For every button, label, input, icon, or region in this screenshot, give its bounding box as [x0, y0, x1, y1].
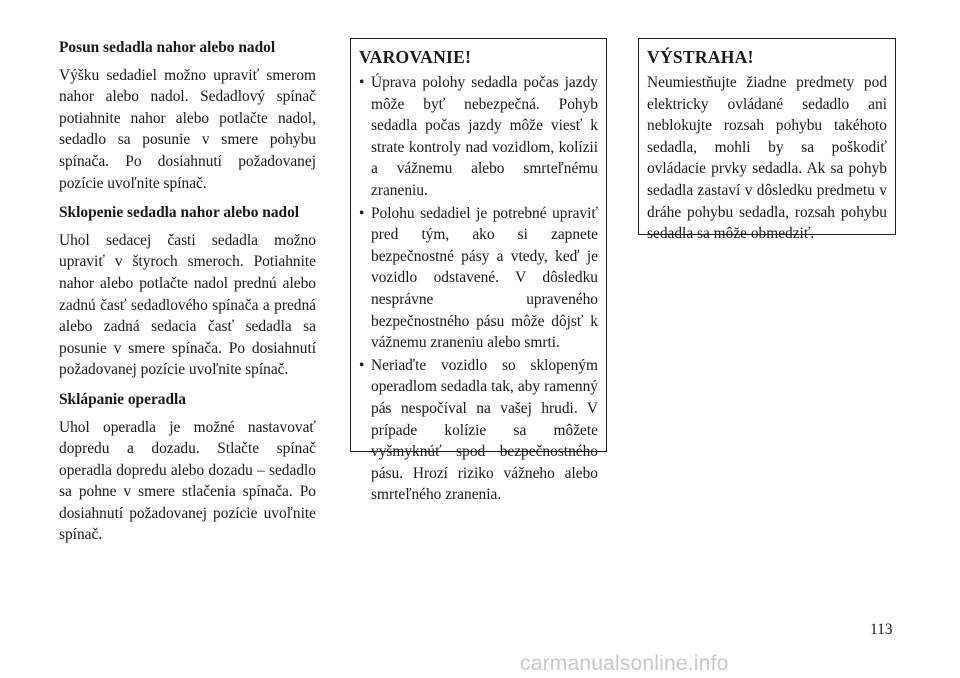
- warning-list: [359, 72, 598, 506]
- caution-box: [638, 38, 896, 243]
- warning-item: • Neriaďte vozidlo so sklopeným operadlom sedadla tak, aby ramenný pás nespočíval na vašej hrudi. V prípade kolízie sa môžete vyšmyknúť spod bezpečnostného pásu. Hrozí riziko vážneho alebo smrteľného zranenia.: [359, 355, 598, 506]
- section-heading-seat-tilt: Sklopenie sedadla nahor alebo nadol: [59, 204, 300, 222]
- left-column: [59, 37, 316, 554]
- warning-item: • Polohu sedadiel je potrebné upraviť pred tým, ako si zapnete bezpečnostné pásy a vtedy, keď je vozidlo odstavené. V dôsledku nesprávne upraveného bezpečnostného pásu môže dôjsť k vážnemu zraneniu alebo smrti.: [359, 203, 598, 354]
- caution-text: Neumiestňujte žiadne predmety pod elektricky ovládané sedadlo ani neblokujte rozsah pohybu takéhoto sedadla, mohli by sa poškodiť ovládacie prvky sedadla. Ak sa pohyb sedadla zastaví v dôsledku predmetu v dráhe pohybu sedadla, rozsah pohybu sedadla sa môže obmedziť.: [647, 74, 887, 243]
- caution-title: VÝSTRAHA!: [647, 47, 754, 67]
- section-heading-seatback-recline: Sklápanie operadla: [59, 390, 187, 408]
- section-text-seat-height: Výšku sedadiel možno upraviť smerom nahor alebo nadol. Sedadlový spínač potiahnite nahor alebo potlačte nadol, sedadlo sa posunie v smere pohybu spínača. Po dosiahnutí požadovanej pozície uvoľnite spínač.: [59, 66, 316, 192]
- warning-item: • Úprava polohy sedadla počas jazdy môže byť nebezpečná. Pohyb sedadla počas jazdy môže viesť k strate kontroly nad vozidlom, kolízii a vážnemu alebo smrteľnému zraneniu.: [359, 72, 598, 202]
- warning-box: [350, 38, 607, 504]
- section-heading-seat-height: Posun sedadla nahor alebo nadol: [59, 39, 276, 56]
- section-text-seatback-recline: Uhol operadla je možné nastavovať dopredu a dozadu. Stlačte spínač operadla dopredu alebo dozadu – sedadlo sa pohne v smere stlačenia spínača. Po dosiahnutí požadovanej pozície uvoľnite spínač.: [59, 418, 316, 544]
- section-text-seat-tilt: Uhol sedacej časti sedadla možno upraviť v štyroch smeroch. Potiahnite nahor alebo potlačte nadol prednú alebo zadnú časť sedadlového spínača a predná alebo zadná sedacia časť sedadla sa posunie v smere spínača. Po dosiahnutí požadovanej pozície uvoľnite spínač.: [59, 231, 316, 379]
- page-number: 113: [870, 621, 893, 638]
- watermark: carmanualsonline.info: [520, 652, 729, 675]
- warning-title: VAROVANIE!: [359, 47, 472, 67]
